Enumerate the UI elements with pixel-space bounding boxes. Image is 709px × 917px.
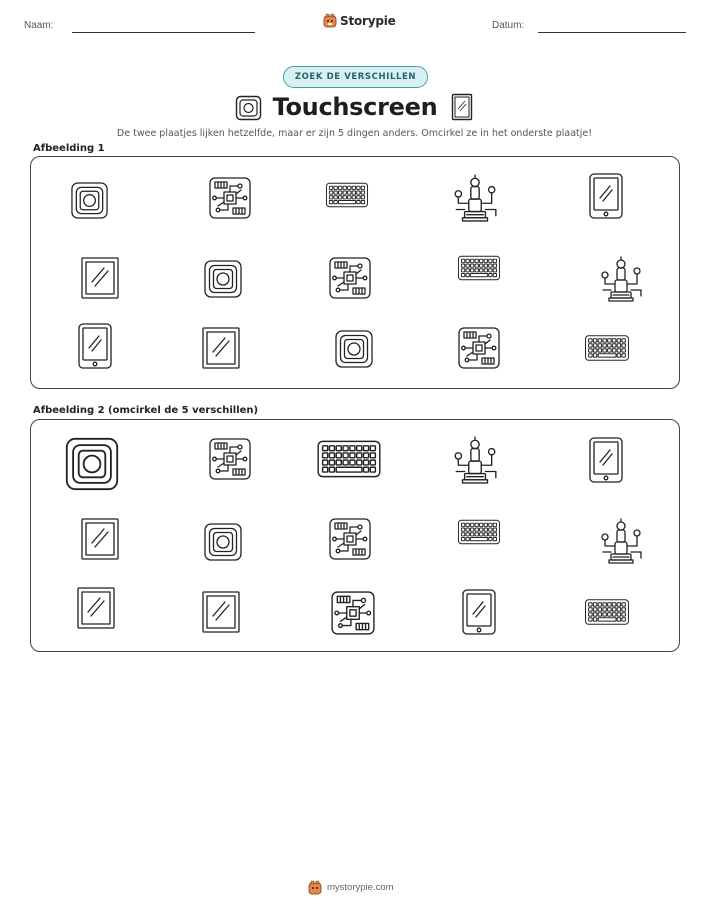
circuit-chip-icon (457, 326, 501, 370)
glass-screen-icon (76, 586, 116, 630)
glass-screen-icon (80, 517, 120, 561)
keyboard-icon (584, 332, 630, 364)
robot-arm-icon (597, 254, 645, 302)
date-label: Datum: (492, 20, 525, 31)
tablet-icon (461, 588, 497, 636)
square-button-icon (62, 436, 122, 492)
instructions-text: De twee plaatjes lijken hetzelfde, maar er zijn 5 dingen anders. Omcirkel ze in het onderste plaatje! (116, 128, 593, 139)
square-button-icon (203, 522, 243, 562)
tablet-icon (77, 322, 113, 370)
robot-arm-icon (450, 434, 500, 484)
page-title: Touchscreen (272, 93, 438, 121)
name-label: Naam: (24, 20, 54, 31)
name-line[interactable] (72, 32, 255, 33)
square-button-icon (235, 95, 262, 121)
tablet-icon (588, 436, 624, 484)
keyboard-icon (316, 437, 382, 481)
square-button-icon (70, 181, 109, 220)
glass-screen-icon (80, 256, 120, 300)
circuit-chip-icon (208, 176, 252, 220)
footer-url: mystorypie.com (327, 882, 394, 893)
keyboard-icon (457, 252, 501, 284)
robot-arm-icon (597, 516, 645, 564)
storypie-mascot-icon (308, 880, 322, 895)
keyboard-icon (584, 596, 630, 628)
footer (308, 880, 394, 895)
date-line[interactable] (538, 32, 686, 33)
glass-screen-icon (451, 93, 473, 121)
activity-badge: ZOEK DE VERSCHILLEN (283, 66, 428, 88)
keyboard-icon (325, 179, 369, 211)
glass-screen-icon (201, 590, 241, 634)
robot-arm-icon (450, 172, 500, 222)
square-button-icon (334, 329, 374, 369)
circuit-chip-icon (208, 437, 252, 481)
picture-1-title: Afbeelding 1 (33, 143, 105, 154)
storypie-mascot-icon (323, 13, 337, 28)
brand-logo (323, 13, 396, 28)
glass-screen-icon (201, 326, 241, 370)
brand-name: Storypie (340, 13, 396, 28)
circuit-chip-icon (328, 256, 372, 300)
tablet-icon (588, 172, 624, 220)
keyboard-icon (457, 516, 501, 548)
circuit-chip-icon (328, 517, 372, 561)
circuit-chip-icon (330, 590, 376, 636)
picture-2-title: Afbeelding 2 (omcirkel de 5 verschillen) (33, 405, 259, 416)
square-button-icon (203, 259, 243, 299)
